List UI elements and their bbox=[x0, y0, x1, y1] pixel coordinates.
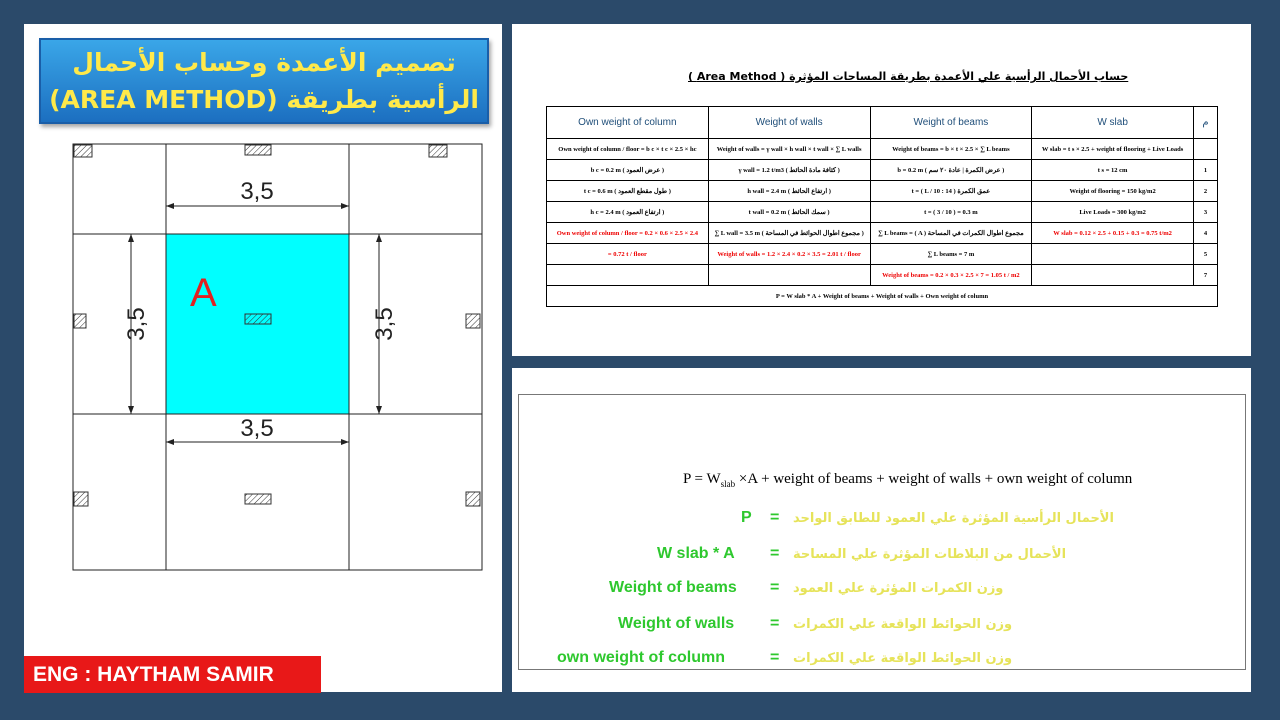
table-cell: ∑ L beams = ( A ) مجموع اطوال الكمرات في المساحة bbox=[870, 223, 1032, 244]
table-cell: t = ( L / 10 : 14 ) عمق الكمرة bbox=[870, 181, 1032, 202]
table-row bbox=[547, 244, 1218, 265]
title-banner bbox=[39, 38, 489, 124]
table-header: Weight of walls bbox=[708, 107, 870, 139]
table-cell: ∑ L beams = 7 m bbox=[870, 244, 1032, 265]
table-cell: b = 0.2 m ( عرض الكمرة | عادة ٢٠ سم ) bbox=[870, 160, 1032, 181]
table-cell: 7 bbox=[1193, 265, 1217, 286]
title-line-1: تصميم الأعمدة وحساب الأحمال bbox=[72, 48, 456, 77]
table-cell: t c = 0.6 m ( طول مقطع العمود ) bbox=[547, 181, 709, 202]
table-total: P = W slab * A + Weight of beams + Weight of walls + Own weight of column bbox=[547, 286, 1218, 307]
table-cell: Own weight of column / floor = 0.2 × 0.6 × 2.5 × 2.4 bbox=[547, 223, 709, 244]
definition-row bbox=[741, 509, 752, 527]
column-bm bbox=[245, 494, 271, 504]
table-cell: Weight of beams = b × t × 2.5 × ∑ L beams bbox=[870, 139, 1032, 160]
column-tm bbox=[245, 145, 271, 155]
definition-meaning: الأحمال الرأسية المؤثرة علي العمود للطابق الواحد bbox=[793, 511, 1114, 526]
definition-eq: = bbox=[770, 545, 780, 562]
table-cell: W slab = 0.12 × 2.5 + 0.15 + 0.3 = 0.75 t/m2 bbox=[1032, 223, 1194, 244]
table-header: م bbox=[1193, 107, 1217, 139]
column-bl bbox=[74, 492, 88, 506]
definition-term: Weight of beams bbox=[609, 579, 737, 596]
table-cell: γ wall = 1.2 t/m3 ( كثافة مادة الحائط ) bbox=[708, 160, 870, 181]
definition-term: Weight of walls bbox=[618, 615, 735, 632]
table-cell bbox=[708, 265, 870, 286]
table-cell: Weight of walls = 1.2 × 2.4 × 0.2 × 3.5 = 2.01 t / floor bbox=[708, 244, 870, 265]
definition-term: P bbox=[741, 509, 752, 526]
table-cell: h wall = 2.4 m ( ارتفاع الحائط ) bbox=[708, 181, 870, 202]
definition-eq: = bbox=[770, 579, 780, 596]
dim-bottom: 3,5 bbox=[240, 415, 274, 442]
load-table bbox=[546, 106, 1218, 307]
table-header: W slab bbox=[1032, 107, 1194, 139]
load-table-panel bbox=[512, 24, 1251, 356]
table-cell: Live Loads = 300 kg/m2 bbox=[1032, 202, 1194, 223]
main-formula bbox=[683, 471, 1132, 489]
table-cell: Weight of beams = 0.2 × 0.3 × 2.5 × 7 = 1.05 t / m2 bbox=[870, 265, 1032, 286]
table-total-row bbox=[547, 286, 1218, 307]
column-tr bbox=[429, 145, 447, 157]
area-label: A bbox=[190, 271, 217, 315]
table-row bbox=[547, 265, 1218, 286]
table-row bbox=[547, 202, 1218, 223]
table-cell: t = ( 3 / 10 ) = 0.3 m bbox=[870, 202, 1032, 223]
table-cell: b c = 0.2 m ( عرض العمود ) bbox=[547, 160, 709, 181]
formula-rest: ×A + weight of beams + weight of walls + own weight of column bbox=[735, 471, 1133, 487]
table-cell: = 0.72 t / floor bbox=[547, 244, 709, 265]
table-cell: Weight of flooring = 150 kg/m2 bbox=[1032, 181, 1194, 202]
table-header: Weight of beams bbox=[870, 107, 1032, 139]
definition-meaning: وزن الكمرات المؤثرة علي العمود bbox=[793, 581, 1004, 596]
table-cell: 5 bbox=[1193, 244, 1217, 265]
table-row bbox=[547, 160, 1218, 181]
table-cell: 1 bbox=[1193, 160, 1217, 181]
table-cell: t wall = 0.2 m ( سمك الحائط ) bbox=[708, 202, 870, 223]
table-cell: t s = 12 cm bbox=[1032, 160, 1194, 181]
table-cell: W slab = t s × 2.5 + weight of flooring + Live Loads bbox=[1032, 139, 1194, 160]
dim-top: 3,5 bbox=[240, 178, 274, 205]
equation-panel bbox=[512, 368, 1251, 692]
table-cell: 4 bbox=[1193, 223, 1217, 244]
table-cell: Own weight of column / floor = b c × t c × 2.5 × hc bbox=[547, 139, 709, 160]
table-row bbox=[547, 223, 1218, 244]
definition-meaning: وزن الحوائط الواقعة علي الكمرات bbox=[793, 651, 1013, 666]
table-cell: ∑ L wall = 3.5 m ( مجموع اطوال الحوائط في المساحة ) bbox=[708, 223, 870, 244]
column-tl bbox=[74, 145, 92, 157]
table-title: حساب الأحمال الرأسية علي الأعمدة بطريقة المساحات المؤثرة ( Area Method ) bbox=[688, 70, 1129, 83]
definition-eq: = bbox=[770, 509, 780, 526]
definition-meaning: وزن الحوائط الواقعة علي الكمرات bbox=[793, 617, 1013, 632]
definition-term: own weight of column bbox=[557, 649, 725, 666]
table-row bbox=[547, 181, 1218, 202]
table-cell bbox=[1193, 139, 1217, 160]
formula-lead: P = W bbox=[683, 471, 721, 487]
table-row bbox=[547, 139, 1218, 160]
table-cell: h c = 2.4 m ( ارتفاع العمود ) bbox=[547, 202, 709, 223]
definition-term: W slab * A bbox=[657, 545, 735, 562]
table-cell: 2 bbox=[1193, 181, 1217, 202]
table-header: Own weight of column bbox=[547, 107, 709, 139]
plan-panel bbox=[24, 24, 502, 692]
title-line-2: الرأسية بطريقة (AREA METHOD) bbox=[49, 85, 479, 114]
table-cell: Weight of walls = γ wall × h wall × t wall × ∑ L walls bbox=[708, 139, 870, 160]
equation-box bbox=[518, 394, 1246, 670]
floor-plan bbox=[24, 134, 502, 694]
table-cell bbox=[1032, 265, 1194, 286]
table-cell: 3 bbox=[1193, 202, 1217, 223]
column-center bbox=[245, 314, 271, 324]
column-ml bbox=[74, 314, 86, 328]
table-cell bbox=[1032, 244, 1194, 265]
column-mr bbox=[466, 314, 480, 328]
definition-eq: = bbox=[770, 615, 780, 632]
definition-meaning: الأحمال من البلاطات المؤثرة علي المساحة bbox=[793, 547, 1067, 562]
dim-right: 3,5 bbox=[371, 307, 398, 341]
column-br bbox=[466, 492, 480, 506]
dim-left: 3,5 bbox=[123, 307, 150, 341]
author-badge: ENG : HAYTHAM SAMIR bbox=[24, 656, 321, 693]
table-cell bbox=[547, 265, 709, 286]
table-header-row bbox=[547, 107, 1218, 139]
formula-subscript: slab bbox=[720, 479, 736, 489]
definition-eq: = bbox=[770, 649, 780, 666]
